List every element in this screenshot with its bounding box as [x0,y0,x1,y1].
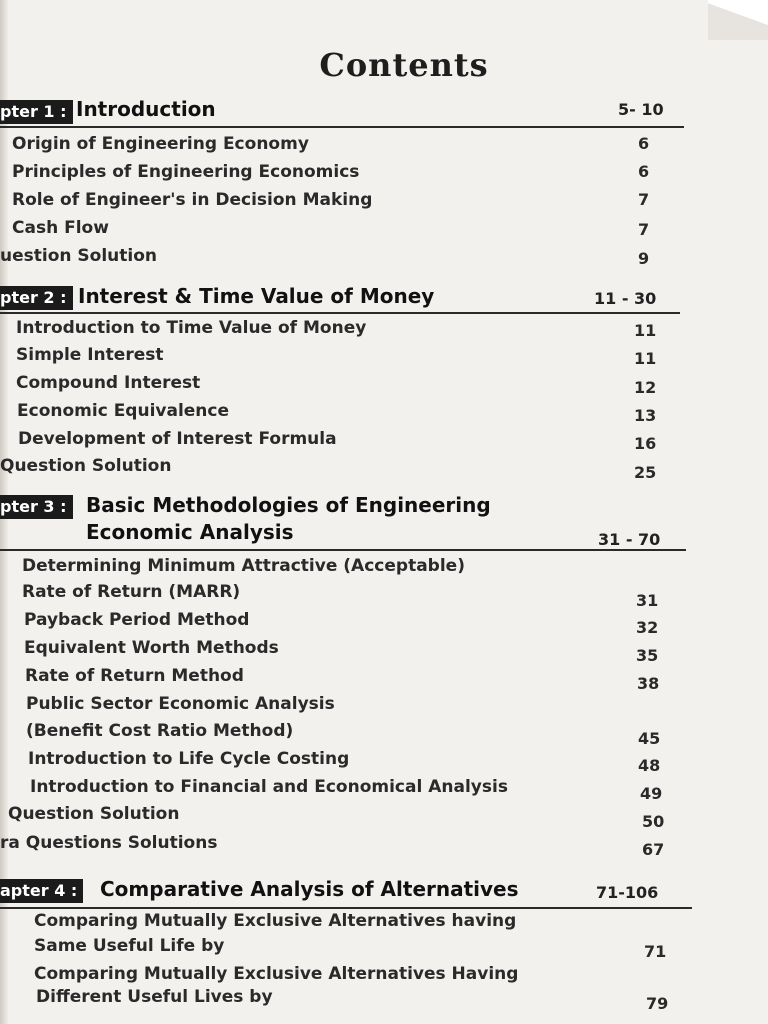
toc-page-number: 12 [634,378,657,397]
toc-entry: Equivalent Worth Methods [24,638,279,658]
toc-page-number: 6 [638,162,650,181]
chapter-title: Basic Methodologies of Engineering [86,493,491,517]
toc-entry: Economic Equivalence [17,401,230,421]
toc-page-number: 6 [638,134,650,153]
toc-entry: (Benefit Cost Ratio Method) [26,721,294,741]
toc-entry: Payback Period Method [24,610,250,630]
toc-page-number: 67 [642,840,665,859]
chapter-page-range: 5- 10 [618,100,664,119]
chapter-page-range: 11 - 30 [594,289,657,308]
chapter-rule [0,549,686,551]
toc-page-number: 35 [636,646,659,665]
chapter-rule [0,907,692,909]
toc-page-number: 32 [636,618,659,637]
chapter-rule [0,126,684,128]
toc-page-number: 16 [634,434,657,453]
toc-page-number: 9 [638,249,650,268]
toc-entry: Introduction to Time Value of Money [16,318,367,338]
toc-entry: ra Questions Solutions [0,833,218,853]
toc-entry: Introduction to Life Cycle Costing [28,749,350,769]
chapter-label: pter 3 : [0,495,73,519]
chapter-page-range: 31 - 70 [598,530,661,549]
toc-page-number: 71 [644,942,667,961]
toc-entry: Determining Minimum Attractive (Acceptable) [22,556,465,576]
toc-entry: Simple Interest [16,345,164,365]
toc-page-number: 7 [638,190,650,209]
chapter-title: Introduction [76,97,216,121]
toc-page-number: 31 [636,591,659,610]
chapter-rule [0,312,680,314]
toc-entry: Same Useful Life by [34,936,225,956]
toc-page-number: 11 [634,321,657,340]
toc-entry: Development of Interest Formula [18,429,337,449]
toc-page-number: 50 [642,812,665,831]
page-corner [708,0,768,40]
toc-entry: Principles of Engineering Economics [12,162,360,182]
chapter-label: pter 1 : [0,100,73,124]
toc-entry: Different Useful Lives by [36,987,273,1007]
toc-entry: Public Sector Economic Analysis [26,694,335,714]
chapter-title-line-2: Economic Analysis [86,520,294,544]
toc-entry: Comparing Mutually Exclusive Alternatives Having [34,964,519,984]
toc-entry: Question Solution [0,456,172,476]
toc-page-number: 38 [637,674,660,693]
toc-entry: Introduction to Financial and Economical Analysis [30,777,508,797]
toc-page-number: 11 [634,349,657,368]
toc-page-number: 45 [638,729,661,748]
toc-entry: uestion Solution [0,246,157,266]
toc-page-number: 25 [634,463,657,482]
page-title: Contents [319,46,489,84]
toc-entry: Origin of Engineering Economy [12,134,309,154]
toc-entry: Role of Engineer's in Decision Making [12,190,373,210]
toc-entry: Question Solution [8,804,180,824]
chapter-page-range: 71-106 [596,883,659,902]
chapter-title: Comparative Analysis of Alternatives [100,877,519,901]
toc-page-number: 49 [640,784,663,803]
toc-entry: Rate of Return (MARR) [22,582,241,602]
toc-entry: Cash Flow [12,218,109,238]
toc-page-number: 79 [646,994,669,1013]
toc-entry: Rate of Return Method [25,666,244,686]
toc-page-number: 48 [638,756,661,775]
chapter-label: pter 2 : [0,286,73,310]
toc-page-number: 7 [638,220,650,239]
chapter-title: Interest & Time Value of Money [78,284,435,308]
toc-page-number: 13 [634,406,657,425]
toc-entry: Compound Interest [16,373,201,393]
toc-entry: Comparing Mutually Exclusive Alternatives having [34,911,517,931]
chapter-label: apter 4 : [0,879,83,903]
